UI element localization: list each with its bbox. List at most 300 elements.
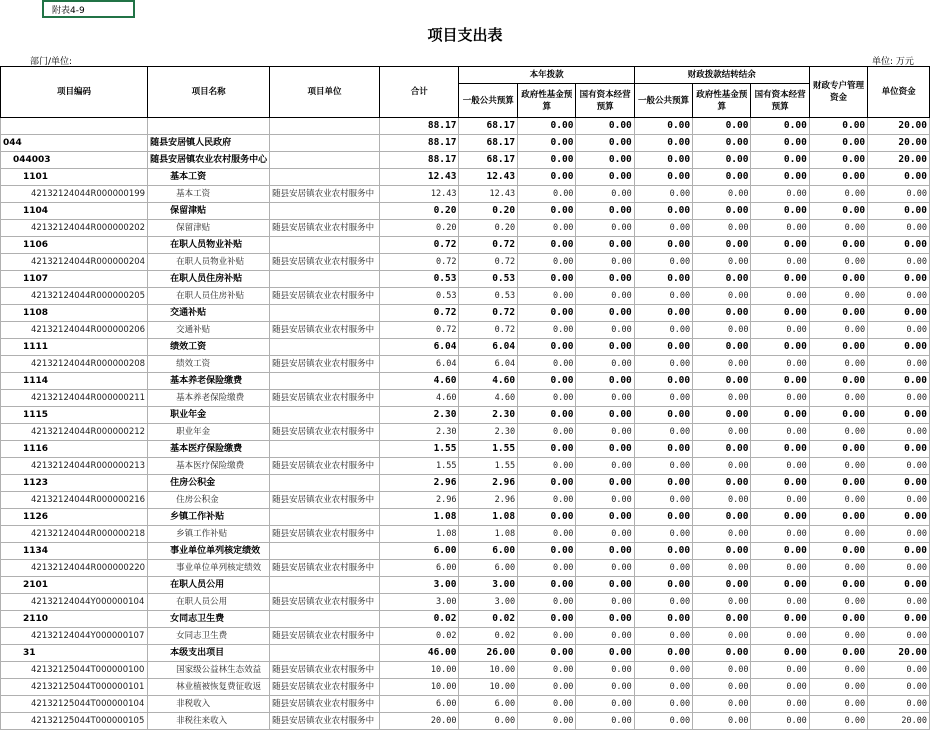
cell-code[interactable]: 1107: [1, 271, 148, 288]
cell-value[interactable]: 0.00: [693, 135, 751, 152]
table-row[interactable]: [1, 679, 930, 696]
cell-value[interactable]: 0.00: [868, 424, 930, 441]
cell-value[interactable]: 0.00: [809, 118, 867, 135]
cell-code[interactable]: 42132124044R000000205: [1, 288, 148, 305]
cell-value[interactable]: 0.00: [693, 577, 751, 594]
cell-value[interactable]: 0.00: [693, 271, 751, 288]
cell-code[interactable]: 044003: [1, 152, 148, 169]
cell-unit[interactable]: [270, 339, 380, 356]
cell-value[interactable]: 0.72: [379, 254, 459, 271]
cell-value[interactable]: 0.00: [868, 169, 930, 186]
cell-value[interactable]: 0.00: [809, 526, 867, 543]
cell-unit[interactable]: 随县安居镇农业农村服务中: [270, 356, 380, 373]
cell-value[interactable]: 0.00: [576, 628, 634, 645]
cell-unit[interactable]: 随县安居镇农业农村服务中: [270, 424, 380, 441]
cell-value[interactable]: 0.00: [868, 237, 930, 254]
cell-code[interactable]: 1126: [1, 509, 148, 526]
cell-value[interactable]: 1.55: [379, 441, 459, 458]
cell-name[interactable]: 住房公积金: [148, 475, 270, 492]
cell-value[interactable]: 12.43: [459, 186, 518, 203]
cell-value[interactable]: 0.00: [576, 526, 634, 543]
cell-value[interactable]: 0.00: [751, 118, 809, 135]
cell-code[interactable]: 1106: [1, 237, 148, 254]
cell-value[interactable]: 0.72: [379, 305, 459, 322]
table-row[interactable]: [1, 526, 930, 543]
table-row[interactable]: [1, 543, 930, 560]
cell-value[interactable]: 0.00: [634, 305, 692, 322]
cell-value[interactable]: 0.00: [751, 305, 809, 322]
cell-value[interactable]: 2.96: [379, 475, 459, 492]
cell-value[interactable]: 2.96: [459, 475, 518, 492]
cell-value[interactable]: 4.60: [379, 390, 459, 407]
cell-value[interactable]: 0.02: [379, 611, 459, 628]
cell-value[interactable]: 1.08: [379, 509, 459, 526]
cell-value[interactable]: 0.00: [751, 679, 809, 696]
cell-name[interactable]: 职业年金: [148, 424, 270, 441]
cell-value[interactable]: 0.00: [576, 509, 634, 526]
table-row[interactable]: [1, 696, 930, 713]
cell-value[interactable]: 0.00: [576, 169, 634, 186]
cell-value[interactable]: 0.00: [868, 696, 930, 713]
cell-value[interactable]: 0.00: [576, 254, 634, 271]
cell-value[interactable]: 0.00: [809, 441, 867, 458]
cell-value[interactable]: 0.00: [518, 271, 576, 288]
cell-value[interactable]: 0.00: [518, 288, 576, 305]
cell-value[interactable]: 0.00: [518, 594, 576, 611]
cell-value[interactable]: 10.00: [379, 662, 459, 679]
cell-value[interactable]: 0.00: [751, 152, 809, 169]
table-row[interactable]: [1, 662, 930, 679]
cell-value[interactable]: 0.00: [809, 424, 867, 441]
table-row[interactable]: [1, 186, 930, 203]
cell-value[interactable]: 0.00: [634, 424, 692, 441]
cell-unit[interactable]: 随县安居镇农业农村服务中: [270, 254, 380, 271]
cell-unit[interactable]: [270, 475, 380, 492]
table-row[interactable]: [1, 713, 930, 730]
cell-value[interactable]: 0.00: [634, 577, 692, 594]
table-row[interactable]: [1, 135, 930, 152]
cell-value[interactable]: 0.02: [379, 628, 459, 645]
cell-value[interactable]: 0.00: [693, 356, 751, 373]
cell-value[interactable]: 0.00: [868, 526, 930, 543]
cell-value[interactable]: 0.00: [518, 696, 576, 713]
cell-unit[interactable]: 随县安居镇农业农村服务中: [270, 322, 380, 339]
table-row[interactable]: [1, 628, 930, 645]
cell-value[interactable]: 0.00: [576, 713, 634, 730]
cell-value[interactable]: 0.00: [751, 560, 809, 577]
cell-unit[interactable]: 随县安居镇农业农村服务中: [270, 390, 380, 407]
cell-value[interactable]: 0.00: [751, 373, 809, 390]
cell-value[interactable]: 6.00: [459, 696, 518, 713]
cell-unit[interactable]: [270, 305, 380, 322]
cell-value[interactable]: 1.55: [379, 458, 459, 475]
cell-value[interactable]: 12.43: [379, 186, 459, 203]
cell-value[interactable]: 68.17: [459, 135, 518, 152]
cell-value[interactable]: 20.00: [868, 713, 930, 730]
cell-value[interactable]: 0.00: [634, 611, 692, 628]
cell-value[interactable]: 0.00: [518, 356, 576, 373]
cell-value[interactable]: 0.00: [634, 322, 692, 339]
cell-value[interactable]: 0.00: [751, 713, 809, 730]
cell-value[interactable]: 0.00: [518, 152, 576, 169]
cell-name[interactable]: 绩效工资: [148, 339, 270, 356]
cell-unit[interactable]: [270, 203, 380, 220]
cell-value[interactable]: 0.00: [693, 424, 751, 441]
cell-code[interactable]: 1114: [1, 373, 148, 390]
cell-unit[interactable]: 随县安居镇农业农村服务中: [270, 679, 380, 696]
cell-value[interactable]: 88.17: [379, 152, 459, 169]
cell-value[interactable]: 0.00: [868, 339, 930, 356]
cell-name[interactable]: 事业单位单列核定绩效: [148, 543, 270, 560]
table-row[interactable]: [1, 645, 930, 662]
cell-value[interactable]: 6.00: [379, 560, 459, 577]
cell-value[interactable]: 0.00: [809, 271, 867, 288]
cell-code[interactable]: 42132124044R000000202: [1, 220, 148, 237]
cell-value[interactable]: 0.00: [809, 322, 867, 339]
cell-code[interactable]: 42132124044R000000211: [1, 390, 148, 407]
cell-value[interactable]: 6.00: [459, 560, 518, 577]
cell-unit[interactable]: [270, 407, 380, 424]
table-row[interactable]: [1, 288, 930, 305]
cell-value[interactable]: 0.00: [751, 696, 809, 713]
cell-value[interactable]: 10.00: [379, 679, 459, 696]
table-row[interactable]: [1, 356, 930, 373]
cell-value[interactable]: 0.00: [809, 543, 867, 560]
cell-value[interactable]: 0.00: [518, 305, 576, 322]
cell-value[interactable]: 0.00: [693, 322, 751, 339]
cell-code[interactable]: 1123: [1, 475, 148, 492]
cell-unit[interactable]: 随县安居镇农业农村服务中: [270, 186, 380, 203]
cell-value[interactable]: 0.00: [518, 135, 576, 152]
cell-value[interactable]: 0.53: [459, 288, 518, 305]
cell-value[interactable]: 0.00: [809, 560, 867, 577]
cell-value[interactable]: 3.00: [379, 594, 459, 611]
table-row[interactable]: [1, 492, 930, 509]
cell-value[interactable]: 0.00: [518, 475, 576, 492]
cell-unit[interactable]: 随县安居镇农业农村服务中: [270, 492, 380, 509]
cell-value[interactable]: 0.00: [868, 203, 930, 220]
cell-value[interactable]: 0.00: [518, 373, 576, 390]
cell-value[interactable]: 10.00: [459, 662, 518, 679]
cell-name[interactable]: [148, 118, 270, 135]
cell-value[interactable]: 0.00: [576, 645, 634, 662]
cell-value[interactable]: 0.00: [868, 509, 930, 526]
cell-value[interactable]: 0.00: [809, 628, 867, 645]
cell-value[interactable]: 0.00: [634, 594, 692, 611]
cell-value[interactable]: 0.00: [809, 492, 867, 509]
cell-value[interactable]: 0.00: [751, 424, 809, 441]
cell-value[interactable]: 0.00: [576, 577, 634, 594]
table-row[interactable]: [1, 237, 930, 254]
cell-value[interactable]: 0.00: [693, 475, 751, 492]
cell-code[interactable]: 42132124044R000000213: [1, 458, 148, 475]
cell-value[interactable]: 0.00: [868, 407, 930, 424]
cell-value[interactable]: 0.00: [751, 509, 809, 526]
cell-value[interactable]: 0.00: [868, 373, 930, 390]
cell-name[interactable]: 非税收入: [148, 696, 270, 713]
cell-value[interactable]: 0.00: [634, 679, 692, 696]
cell-name[interactable]: 乡镇工作补贴: [148, 509, 270, 526]
cell-code[interactable]: 42132124044R000000220: [1, 560, 148, 577]
table-row[interactable]: [1, 305, 930, 322]
cell-value[interactable]: 0.00: [518, 441, 576, 458]
cell-value[interactable]: 0.00: [751, 441, 809, 458]
cell-value[interactable]: 0.20: [459, 220, 518, 237]
cell-value[interactable]: 0.00: [576, 390, 634, 407]
cell-value[interactable]: 0.00: [634, 390, 692, 407]
cell-value[interactable]: 0.00: [634, 645, 692, 662]
table-row[interactable]: [1, 509, 930, 526]
cell-value[interactable]: 0.00: [809, 169, 867, 186]
cell-value[interactable]: 0.00: [809, 305, 867, 322]
cell-value[interactable]: 0.00: [868, 441, 930, 458]
cell-name[interactable]: 在职人员物业补贴: [148, 237, 270, 254]
cell-value[interactable]: 0.00: [868, 356, 930, 373]
cell-value[interactable]: 0.00: [868, 458, 930, 475]
cell-unit[interactable]: [270, 237, 380, 254]
cell-value[interactable]: 20.00: [868, 645, 930, 662]
cell-name[interactable]: 基本养老保险缴费: [148, 373, 270, 390]
cell-value[interactable]: 0.00: [634, 475, 692, 492]
cell-code[interactable]: [1, 118, 148, 135]
table-row[interactable]: [1, 220, 930, 237]
cell-value[interactable]: 0.00: [751, 271, 809, 288]
cell-value[interactable]: 0.00: [518, 679, 576, 696]
cell-value[interactable]: 0.00: [751, 322, 809, 339]
cell-value[interactable]: 4.60: [459, 373, 518, 390]
cell-code[interactable]: 42132124044R000000218: [1, 526, 148, 543]
cell-value[interactable]: 0.00: [751, 186, 809, 203]
table-row[interactable]: [1, 424, 930, 441]
cell-value[interactable]: 0.00: [868, 577, 930, 594]
cell-value[interactable]: 0.72: [459, 254, 518, 271]
cell-value[interactable]: 0.00: [634, 458, 692, 475]
cell-value[interactable]: 0.00: [576, 662, 634, 679]
cell-value[interactable]: 1.55: [459, 441, 518, 458]
cell-value[interactable]: 0.00: [693, 288, 751, 305]
cell-value[interactable]: 4.60: [459, 390, 518, 407]
cell-value[interactable]: 0.00: [751, 543, 809, 560]
cell-value[interactable]: 0.00: [634, 543, 692, 560]
cell-name[interactable]: 在职人员公用: [148, 594, 270, 611]
cell-value[interactable]: 0.00: [576, 288, 634, 305]
cell-code[interactable]: 42132124044R000000199: [1, 186, 148, 203]
cell-value[interactable]: 0.00: [518, 339, 576, 356]
cell-value[interactable]: 0.00: [751, 356, 809, 373]
cell-value[interactable]: 0.00: [518, 645, 576, 662]
cell-value[interactable]: 88.17: [379, 135, 459, 152]
cell-unit[interactable]: 随县安居镇农业农村服务中: [270, 662, 380, 679]
cell-value[interactable]: 0.00: [868, 594, 930, 611]
cell-value[interactable]: 0.00: [576, 679, 634, 696]
cell-value[interactable]: 0.00: [693, 458, 751, 475]
cell-name[interactable]: 交通补贴: [148, 322, 270, 339]
cell-value[interactable]: 12.43: [379, 169, 459, 186]
cell-value[interactable]: 0.00: [576, 322, 634, 339]
cell-value[interactable]: 0.00: [809, 135, 867, 152]
cell-value[interactable]: 2.96: [379, 492, 459, 509]
cell-value[interactable]: 0.00: [576, 271, 634, 288]
cell-value[interactable]: 0.00: [518, 526, 576, 543]
cell-value[interactable]: 0.00: [751, 594, 809, 611]
cell-code[interactable]: 42132124044R000000212: [1, 424, 148, 441]
cell-unit[interactable]: [270, 118, 380, 135]
cell-value[interactable]: 0.00: [809, 594, 867, 611]
cell-name[interactable]: 国家级公益林生态效益: [148, 662, 270, 679]
cell-value[interactable]: 0.00: [809, 220, 867, 237]
table-row[interactable]: [1, 152, 930, 169]
cell-value[interactable]: 0.00: [518, 390, 576, 407]
cell-value[interactable]: 0.00: [576, 492, 634, 509]
cell-unit[interactable]: 随县安居镇农业农村服务中: [270, 526, 380, 543]
cell-value[interactable]: 0.00: [518, 560, 576, 577]
cell-value[interactable]: 2.96: [459, 492, 518, 509]
cell-value[interactable]: 0.72: [459, 237, 518, 254]
cell-code[interactable]: 1116: [1, 441, 148, 458]
cell-value[interactable]: 0.00: [576, 203, 634, 220]
cell-name[interactable]: 保留津贴: [148, 203, 270, 220]
cell-value[interactable]: 26.00: [459, 645, 518, 662]
cell-value[interactable]: 1.55: [459, 458, 518, 475]
cell-value[interactable]: 0.00: [693, 169, 751, 186]
cell-value[interactable]: 68.17: [459, 118, 518, 135]
cell-value[interactable]: 0.00: [576, 152, 634, 169]
cell-value[interactable]: 0.00: [868, 322, 930, 339]
cell-code[interactable]: 1104: [1, 203, 148, 220]
cell-value[interactable]: 0.00: [459, 713, 518, 730]
cell-value[interactable]: 20.00: [868, 152, 930, 169]
cell-value[interactable]: 0.00: [518, 492, 576, 509]
cell-value[interactable]: 0.00: [693, 339, 751, 356]
cell-value[interactable]: 0.00: [634, 356, 692, 373]
cell-name[interactable]: 基本工资: [148, 169, 270, 186]
cell-unit[interactable]: 随县安居镇农业农村服务中: [270, 696, 380, 713]
cell-value[interactable]: 0.00: [518, 169, 576, 186]
cell-name[interactable]: 在职人员住房补贴: [148, 271, 270, 288]
cell-value[interactable]: 0.00: [576, 441, 634, 458]
cell-value[interactable]: 0.00: [809, 458, 867, 475]
cell-value[interactable]: 0.00: [634, 628, 692, 645]
cell-value[interactable]: 0.00: [693, 594, 751, 611]
cell-unit[interactable]: [270, 169, 380, 186]
cell-value[interactable]: 0.00: [518, 628, 576, 645]
cell-value[interactable]: 0.00: [868, 492, 930, 509]
cell-unit[interactable]: [270, 611, 380, 628]
cell-value[interactable]: 0.00: [693, 152, 751, 169]
cell-value[interactable]: 0.00: [809, 390, 867, 407]
cell-name[interactable]: 交通补贴: [148, 305, 270, 322]
cell-value[interactable]: 0.00: [693, 390, 751, 407]
cell-value[interactable]: 0.00: [809, 577, 867, 594]
cell-value[interactable]: 0.00: [634, 373, 692, 390]
table-row[interactable]: [1, 118, 930, 135]
cell-value[interactable]: 20.00: [868, 118, 930, 135]
cell-value[interactable]: 6.04: [379, 356, 459, 373]
cell-value[interactable]: 0.00: [576, 237, 634, 254]
cell-value[interactable]: 0.00: [576, 220, 634, 237]
cell-value[interactable]: 0.00: [809, 339, 867, 356]
cell-value[interactable]: 6.00: [459, 543, 518, 560]
cell-value[interactable]: 0.00: [809, 356, 867, 373]
table-row[interactable]: [1, 611, 930, 628]
cell-value[interactable]: 0.00: [809, 662, 867, 679]
cell-name[interactable]: 住房公积金: [148, 492, 270, 509]
cell-value[interactable]: 0.00: [576, 373, 634, 390]
cell-value[interactable]: 0.00: [576, 339, 634, 356]
table-row[interactable]: [1, 441, 930, 458]
cell-code[interactable]: 42132125044T000000105: [1, 713, 148, 730]
cell-value[interactable]: 0.00: [634, 509, 692, 526]
cell-value[interactable]: 0.00: [693, 628, 751, 645]
cell-value[interactable]: 0.00: [634, 696, 692, 713]
cell-value[interactable]: 0.00: [576, 118, 634, 135]
cell-value[interactable]: 0.00: [751, 475, 809, 492]
table-row[interactable]: [1, 560, 930, 577]
cell-value[interactable]: 2.30: [379, 424, 459, 441]
cell-code[interactable]: 044: [1, 135, 148, 152]
cell-value[interactable]: 1.08: [459, 526, 518, 543]
cell-value[interactable]: 46.00: [379, 645, 459, 662]
cell-value[interactable]: 2.30: [379, 407, 459, 424]
active-cell-reference[interactable]: 附表4-9: [42, 0, 135, 18]
cell-value[interactable]: 0.00: [693, 407, 751, 424]
cell-unit[interactable]: 随县安居镇农业农村服务中: [270, 713, 380, 730]
cell-value[interactable]: 0.00: [751, 458, 809, 475]
cell-value[interactable]: 0.00: [693, 305, 751, 322]
cell-value[interactable]: 0.00: [576, 135, 634, 152]
cell-value[interactable]: 0.00: [693, 373, 751, 390]
cell-value[interactable]: 0.00: [693, 696, 751, 713]
cell-value[interactable]: 0.00: [576, 560, 634, 577]
cell-value[interactable]: 0.00: [809, 373, 867, 390]
cell-value[interactable]: 0.00: [751, 390, 809, 407]
table-row[interactable]: [1, 458, 930, 475]
cell-value[interactable]: 0.00: [693, 526, 751, 543]
cell-value[interactable]: 0.53: [459, 271, 518, 288]
cell-value[interactable]: 0.00: [809, 407, 867, 424]
cell-value[interactable]: 0.00: [868, 560, 930, 577]
cell-value[interactable]: 0.00: [809, 611, 867, 628]
cell-value[interactable]: 0.00: [518, 458, 576, 475]
cell-value[interactable]: 0.00: [809, 645, 867, 662]
cell-value[interactable]: 0.00: [868, 305, 930, 322]
cell-name[interactable]: 女同志卫生费: [148, 628, 270, 645]
cell-value[interactable]: 2.30: [459, 407, 518, 424]
cell-value[interactable]: 0.00: [693, 713, 751, 730]
cell-value[interactable]: 0.00: [634, 118, 692, 135]
cell-code[interactable]: 1108: [1, 305, 148, 322]
cell-value[interactable]: 20.00: [868, 135, 930, 152]
cell-value[interactable]: 0.00: [751, 203, 809, 220]
cell-value[interactable]: 0.00: [634, 339, 692, 356]
cell-name[interactable]: 保留津贴: [148, 220, 270, 237]
cell-value[interactable]: 0.02: [459, 611, 518, 628]
cell-value[interactable]: 0.20: [379, 220, 459, 237]
cell-value[interactable]: 1.08: [459, 509, 518, 526]
cell-value[interactable]: 0.00: [576, 475, 634, 492]
cell-code[interactable]: 31: [1, 645, 148, 662]
cell-code[interactable]: 42132124044Y000000104: [1, 594, 148, 611]
cell-name[interactable]: 事业单位单列核定绩效: [148, 560, 270, 577]
cell-value[interactable]: 88.17: [379, 118, 459, 135]
cell-value[interactable]: 0.00: [518, 543, 576, 560]
cell-value[interactable]: 12.43: [459, 169, 518, 186]
cell-value[interactable]: 0.00: [693, 254, 751, 271]
cell-value[interactable]: 0.00: [751, 220, 809, 237]
cell-value[interactable]: 6.04: [459, 339, 518, 356]
cell-value[interactable]: 0.00: [868, 186, 930, 203]
cell-value[interactable]: 0.00: [518, 237, 576, 254]
